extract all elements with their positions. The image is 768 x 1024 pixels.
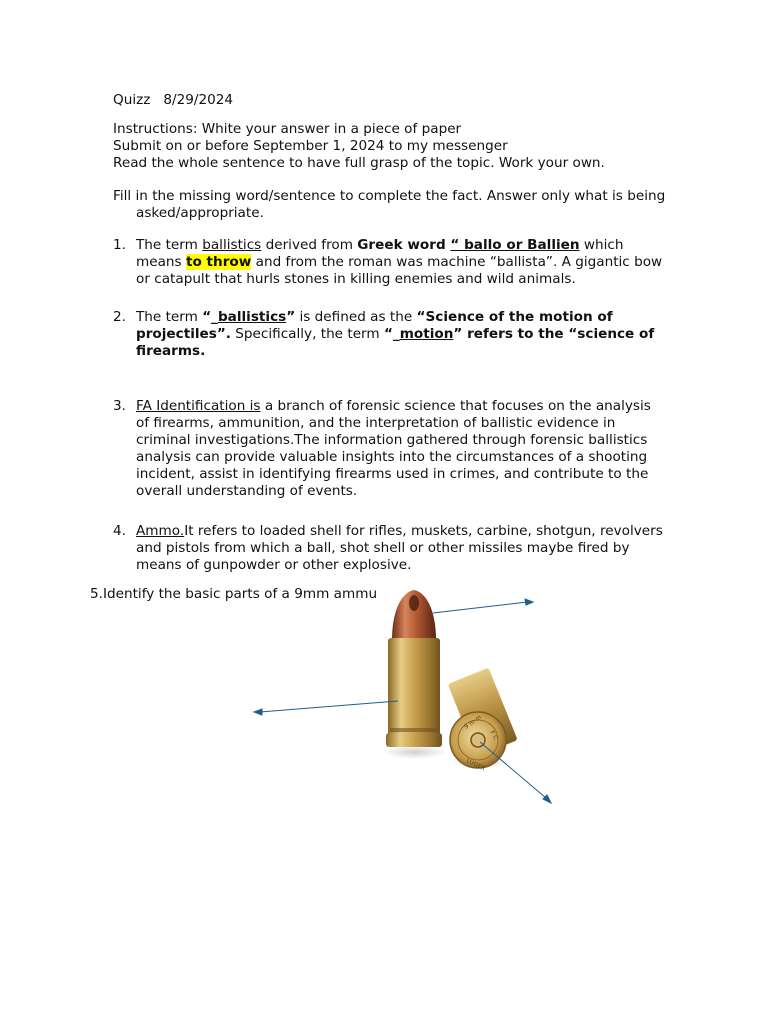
- extractor-groove: [390, 728, 438, 732]
- item-4-answer: Ammo.: [136, 523, 185, 539]
- cartridge-shadow: [383, 745, 447, 759]
- item-1-part: means: [136, 254, 186, 270]
- item-2-part: Specifically, the term: [230, 326, 384, 342]
- item-3-line-2: of firearms, ammunition, and the interpretation of ballistic evidence in: [136, 415, 616, 431]
- item-1-term: ballistics: [202, 237, 262, 253]
- item-1-part: which: [579, 237, 624, 253]
- item-2-number: 2.: [113, 309, 126, 325]
- item-1-highlight: to throw: [185, 254, 252, 270]
- arrow-head-case: [254, 709, 262, 715]
- item-1-part: The term: [136, 237, 203, 253]
- item-2-part: ”: [286, 309, 296, 325]
- quiz-date: 8/29/2024: [163, 92, 234, 108]
- item-4-number: 4.: [113, 523, 126, 539]
- item-2-part: is defined as the: [295, 309, 417, 325]
- quiz-title: Quizz: [113, 92, 151, 108]
- directions-line-2: asked/appropriate.: [136, 205, 264, 221]
- item-2-part: “_: [202, 309, 218, 325]
- item-2-part: “_: [383, 326, 400, 342]
- item-3-part: a branch of forensic science that focuses on the analysis: [260, 398, 651, 414]
- arrow-to-bullet: [433, 602, 527, 613]
- cartridge-rim: [386, 733, 442, 747]
- item-4-line-3: means of gunpowder or other explosive.: [136, 557, 412, 573]
- instructions-line-2: Submit on or before September 1, 2024 to my messenger: [113, 138, 508, 154]
- item-5-text: 5.Identify the basic parts of a 9mm ammu: [90, 586, 378, 602]
- item-2-definition: “Science of the motion of: [416, 309, 613, 325]
- item-2-part: The term: [136, 309, 203, 325]
- arrow-head-bullet: [525, 599, 533, 605]
- item-1-root: “ ballo or Ballien: [450, 237, 580, 253]
- cartridge-case: [388, 638, 440, 738]
- instructions-line-1: Instructions: White your answer in a piece of paper: [113, 121, 462, 137]
- arrow-to-case: [260, 701, 398, 712]
- hollow-point: [409, 595, 419, 611]
- item-3-line-3: criminal investigations.The information gathered through forensic ballistics: [136, 432, 648, 448]
- item-1-line-3: or catapult that hurls stones in killing enemies and wild animals.: [136, 271, 576, 287]
- headstamp-bottom-text: LUGER: [465, 757, 487, 773]
- item-2-answer-2: motion: [399, 326, 454, 342]
- item-1-greek: Greek word: [357, 237, 451, 253]
- arrow-to-primer: [480, 742, 546, 798]
- item-2-part: projectiles”.: [136, 326, 231, 342]
- headstamp-top-text: 9 m m: [463, 713, 483, 731]
- item-1-number: 1.: [113, 237, 126, 253]
- item-1-part: and from the roman was machine “ballista”. A gigantic bow: [251, 254, 663, 270]
- item-3-line-6: overall understanding of events.: [136, 483, 358, 499]
- item-2-answer-1: ballistics: [217, 309, 287, 325]
- headstamp-right-text: F C: [488, 729, 500, 742]
- loaded-cartridge: [386, 590, 442, 747]
- item-4-line-2: and pistols from which a ball, shot shell or other missiles maybe fired by: [136, 540, 630, 556]
- instructions-line-3: Read the whole sentence to have full grasp of the topic. Work your own.: [113, 155, 605, 171]
- item-4-part: It refers to loaded shell for rifles, muskets, carbine, shotgun, revolvers: [184, 523, 663, 539]
- item-2-part: ” refers to the “science of: [453, 326, 655, 342]
- item-3-line-5: incident, assist in identifying firearms used in crimes, and contribute to the: [136, 466, 649, 482]
- item-2-line-3: firearms.: [136, 343, 206, 359]
- item-3-line-4: analysis can provide valuable insights into the circumstances of a shooting: [136, 449, 648, 465]
- item-3-number: 3.: [113, 398, 126, 414]
- directions-line-1: Fill in the missing word/sentence to complete the fact. Answer only what is being: [113, 188, 666, 204]
- item-1-part: derived from: [261, 237, 358, 253]
- item-3-answer: FA Identification is: [136, 398, 261, 414]
